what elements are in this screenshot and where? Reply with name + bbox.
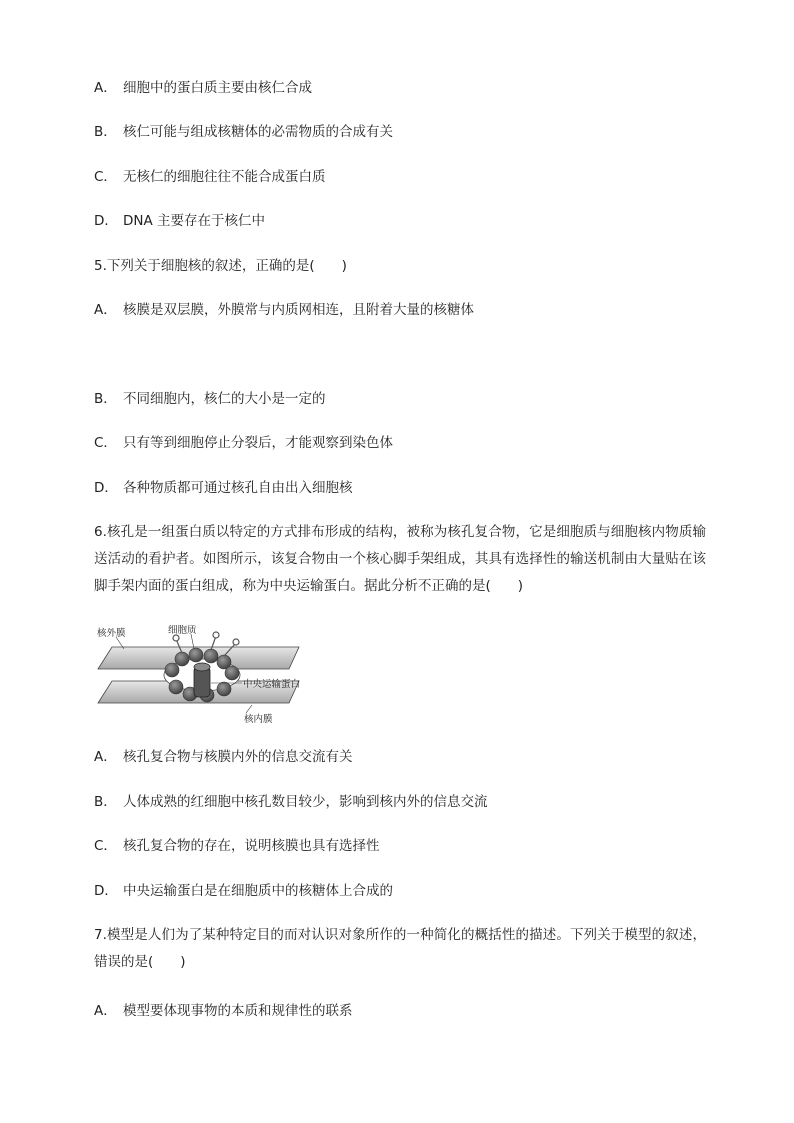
option-text: 核孔复合物的存在，说明核膜也具有选择性: [123, 838, 380, 854]
q5-option-c: [94, 433, 393, 453]
option-letter: C．: [94, 169, 117, 185]
q6-option-b: [94, 792, 488, 812]
q5-option-b: [94, 389, 326, 409]
q5-option-d: [94, 478, 353, 498]
q6-stem: 6.核孔是一组蛋白质以特定的方式排布形成的结构，被称为核孔复合物，它是细胞质与细胞核内物质输送活动的看护者。如图所示，该复合物由一个核心脚手架组成，其具有选择性的输送机制由大量贴在该脚手架内面的蛋白组成，称为中央运输蛋白。据此分析不正确的是( ): [94, 524, 706, 594]
q6-option-d: [94, 881, 393, 901]
option-letter: D．: [94, 213, 118, 229]
option-text: 人体成熟的红细胞中核孔数目较少，影响到核内外的信息交流: [123, 794, 488, 810]
label-central-transport-protein: 中央运输蛋白: [243, 679, 301, 690]
option-text: 各种物质都可通过核孔自由出入细胞核: [123, 480, 353, 496]
q4-option-d: [94, 211, 265, 231]
option-letter: A．: [94, 80, 117, 96]
q7-option-a: [94, 1001, 353, 1021]
q7-stem: 7.模型是人们为了某种特定目的而对认识对象所作的一种简化的概括性的描述。下列关于模型的叙述，错误的是( ): [94, 927, 706, 970]
option-letter: B．: [94, 391, 117, 407]
option-text: 模型要体现事物的本质和规律性的联系: [123, 1003, 353, 1019]
nuclear-pore-complex-figure: [94, 625, 308, 725]
central-transport-protein: [194, 663, 210, 697]
q4-option-a: [94, 78, 312, 98]
q6-option-a: [94, 747, 353, 767]
option-letter: B．: [94, 124, 117, 140]
option-text: 细胞中的蛋白质主要由核仁合成: [123, 80, 312, 96]
q5-option-a: [94, 300, 474, 320]
option-text: 核仁可能与组成核糖体的必需物质的合成有关: [123, 124, 393, 140]
option-text: 无核仁的细胞往往不能合成蛋白质: [123, 169, 326, 185]
option-letter: A．: [94, 1003, 117, 1019]
option-letter: C．: [94, 838, 117, 854]
q5-stem: 5.下列关于细胞核的叙述，正确的是( ): [94, 258, 347, 274]
option-letter: A．: [94, 749, 117, 765]
option-letter: D．: [94, 480, 118, 496]
q6-option-c: [94, 836, 380, 856]
q4-option-b: [94, 122, 393, 142]
option-letter: A．: [94, 302, 117, 318]
option-letter: D．: [94, 883, 118, 899]
option-text: 不同细胞内，核仁的大小是一定的: [123, 391, 326, 407]
option-text: DNA 主要存在于核仁中: [123, 213, 266, 229]
option-letter: C．: [94, 435, 117, 451]
label-cytoplasm: 细胞质: [168, 625, 197, 636]
option-text: 核膜是双层膜，外膜常与内质网相连，且附着大量的核糖体: [123, 302, 474, 318]
option-text: 只有等到细胞停止分裂后，才能观察到染色体: [123, 435, 393, 451]
option-text: 核孔复合物与核膜内外的信息交流有关: [123, 749, 353, 765]
nuclear-pore-diagram: [94, 625, 308, 725]
label-outer-membrane: 核外膜: [97, 628, 126, 639]
option-text: 中央运输蛋白是在细胞质中的核糖体上合成的: [123, 883, 393, 899]
option-letter: B．: [94, 794, 117, 810]
label-inner-membrane: 核内膜: [244, 714, 273, 725]
q4-option-c: [94, 167, 326, 187]
